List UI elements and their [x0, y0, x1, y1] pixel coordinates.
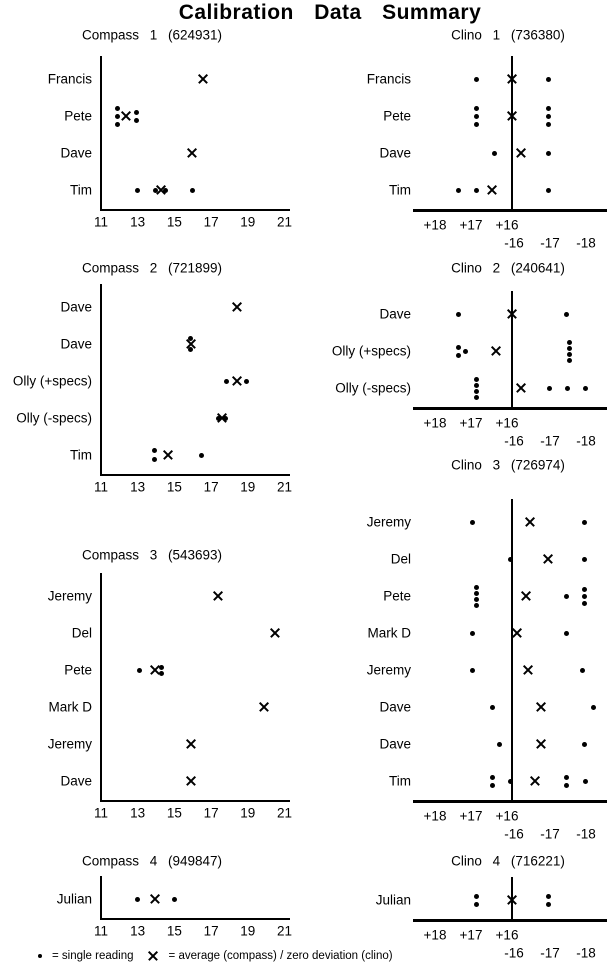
average-x-icon	[148, 951, 159, 962]
row-label: Dave	[379, 145, 411, 161]
tick-label: 21	[276, 214, 293, 230]
tick-label: 13	[130, 214, 146, 230]
row-label: Jeremy	[47, 588, 92, 604]
row-label: Olly (-specs)	[16, 410, 92, 426]
tick-label: +16	[495, 927, 519, 943]
tick-label: +17	[459, 927, 483, 943]
tick-label: 19	[240, 805, 256, 821]
plot-title: Clino 3 (726974)	[451, 457, 565, 473]
row-label: Julian	[56, 891, 92, 907]
page-title: Calibration Data Summary	[178, 1, 482, 24]
tick-label: +17	[459, 808, 483, 824]
row-label: Francis	[366, 71, 411, 87]
plot-title: Compass 1 (624931)	[81, 27, 223, 43]
tick-label: 17	[203, 214, 219, 230]
tick-label: +18	[423, 217, 447, 233]
plot-title: Clino 2 (240641)	[451, 260, 565, 276]
plot-title: Compass 2 (721899)	[81, 260, 223, 276]
row-label: Dave	[379, 736, 411, 752]
tick-label: 15	[166, 805, 182, 821]
row-label: Mark D	[367, 625, 411, 641]
tick-label: +16	[495, 415, 519, 431]
row-label: Jeremy	[366, 514, 411, 530]
single-reading-dot-icon	[38, 954, 42, 958]
row-label: Pete	[383, 588, 411, 604]
row-label: Dave	[60, 773, 92, 789]
row-label: Tim	[389, 182, 411, 198]
tick-label: 15	[166, 923, 182, 939]
tick-label: -16	[504, 826, 524, 842]
data-point-dot	[474, 894, 479, 899]
tick-label: -17	[540, 826, 560, 842]
tick-label: -17	[540, 433, 560, 449]
data-point-x	[507, 895, 518, 906]
row-label: Del	[71, 625, 92, 641]
legend-x-label: = average (compass) / zero deviation (clino)	[168, 950, 393, 962]
row-label: Pete	[383, 108, 411, 124]
row-label: Olly (+specs)	[12, 373, 92, 389]
tick-label: -18	[576, 433, 596, 449]
row-label: Tim	[70, 447, 92, 463]
row-label: Pete	[64, 662, 92, 678]
row-label: Dave	[379, 306, 411, 322]
tick-label: 11	[93, 214, 109, 230]
tick-label: 15	[166, 479, 182, 495]
row-label: Dave	[379, 699, 411, 715]
tick-label: 17	[203, 479, 219, 495]
plot-title: Clino 4 (716221)	[451, 853, 565, 869]
tick-label: -16	[504, 945, 524, 961]
tick-label: 13	[130, 923, 146, 939]
tick-label: +18	[423, 927, 447, 943]
tick-label: +18	[423, 808, 447, 824]
legend-dot-label: = single reading	[52, 950, 134, 962]
row-label: Julian	[375, 892, 411, 908]
tick-label: 17	[203, 923, 219, 939]
row-label: Jeremy	[366, 662, 411, 678]
tick-label: 11	[93, 923, 109, 939]
tick-label: +16	[495, 217, 519, 233]
tick-label: +16	[495, 808, 519, 824]
legend	[38, 949, 393, 963]
row-label: Del	[390, 551, 411, 567]
tick-label: 21	[276, 805, 293, 821]
row-label: Mark D	[48, 699, 92, 715]
tick-label: -16	[504, 433, 524, 449]
tick-label: -16	[504, 235, 524, 251]
row-label: Dave	[60, 336, 92, 352]
row-label: Tim	[70, 182, 92, 198]
tick-label: 19	[240, 214, 256, 230]
tick-label: 19	[240, 479, 256, 495]
row-label: Jeremy	[47, 736, 92, 752]
tick-label: 17	[203, 805, 219, 821]
tick-label: 13	[130, 479, 146, 495]
row-label: Pete	[64, 108, 92, 124]
row-label: Olly (+specs)	[331, 343, 411, 359]
row-label: Francis	[47, 71, 92, 87]
tick-label: +17	[459, 415, 483, 431]
tick-label: 21	[276, 923, 293, 939]
row-label: Dave	[60, 299, 92, 315]
tick-label: 11	[93, 805, 109, 821]
plot-title: Compass 3 (543693)	[81, 547, 223, 563]
tick-label: 19	[240, 923, 256, 939]
tick-label: 15	[166, 214, 182, 230]
data-point-dot	[546, 894, 551, 899]
tick-label: 11	[93, 479, 109, 495]
x-axis-line	[413, 919, 607, 922]
row-label: Dave	[60, 145, 92, 161]
data-point-dot	[546, 902, 551, 907]
tick-label: -17	[540, 945, 560, 961]
row-label: Tim	[389, 773, 411, 789]
tick-label: -18	[576, 945, 596, 961]
tick-label: +18	[423, 415, 447, 431]
tick-label: -18	[576, 826, 596, 842]
tick-label: 21	[276, 479, 293, 495]
data-point-dot	[474, 902, 479, 907]
plot-title: Compass 4 (949847)	[81, 853, 223, 869]
row-label: Olly (-specs)	[335, 380, 411, 396]
plot-title: Clino 1 (736380)	[451, 27, 565, 43]
tick-label: -18	[576, 235, 596, 251]
tick-label: 13	[130, 805, 146, 821]
tick-label: +17	[459, 217, 483, 233]
tick-label: -17	[540, 235, 560, 251]
